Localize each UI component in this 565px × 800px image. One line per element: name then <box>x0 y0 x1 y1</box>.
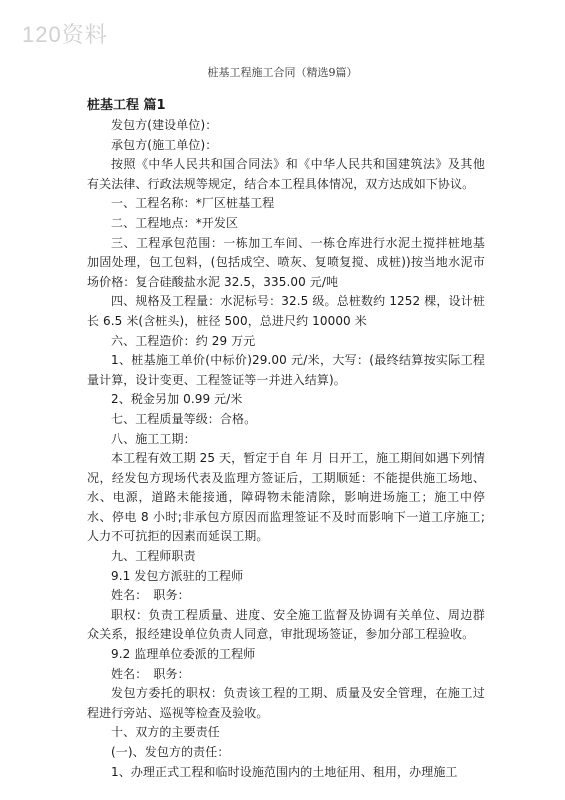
paragraph: 六、工程造价：约 29 万元 <box>111 333 256 348</box>
document-body <box>87 96 485 782</box>
paragraph: 按照《中华人民共和国合同法》和《中华人民共和国建筑法》及其他有关法律、行政法规等规定，结合本工程具体情况，双方达成如下协议。 <box>87 157 485 191</box>
paragraph: 1、桩基施工单价(中标价)29.00 元/米，大写：(最终结算按实际工程量计算，设计变更、工程签证等一并进入结算)。 <box>87 353 485 387</box>
paragraph-list <box>87 116 485 782</box>
paragraph: 一、工程名称：*厂区桩基工程 <box>111 196 275 211</box>
paragraph: 姓名： 职务： <box>111 588 190 603</box>
watermark: 120资料 <box>22 22 108 47</box>
paragraph: 2、税金另加 0.99 元/米 <box>111 392 243 407</box>
paragraph: 七、工程质量等级：合格。 <box>111 411 257 426</box>
paragraph: 9.1 发包方派驻的工程师 <box>111 568 244 583</box>
document-title: 桩基工程施工合同（精选9篇） <box>207 66 358 79</box>
paragraph: 发包方(建设单位)： <box>111 118 218 132</box>
paragraph: 发包方委托的职权：负责该工程的工期、质量及安全管理，在施工过程进行旁站、巡视等检查及验收。 <box>87 686 485 720</box>
paragraph: 1、办理正式工程和临时设施范围内的土地征用、租用，办理施工 <box>111 764 458 779</box>
paragraph: 四、规格及工程量：水泥标号：32.5 级。总桩数约 1252 棵，设计桩长 6.5 米(含桩头)，桩径 500，总进尺约 10000 米 <box>87 294 485 328</box>
paragraph: 姓名： 职务： <box>111 666 190 681</box>
paragraph: 9.2 监理单位委派的工程师 <box>111 647 256 662</box>
paragraph: 二、工程地点：*开发区 <box>111 215 239 230</box>
paragraph: 三、工程承包范围：一栋加工车间、一栋仓库进行水泥土搅拌桩地基加固处理，包工包料，(包括成空、喷灰、复喷复搅、成桩))按当地水泥市场价格：复合硅酸盐水泥 32.5，335.00 元/吨 <box>87 235 485 289</box>
paragraph: 本工程有效工期 25 天，暂定于自 年 月 日开工，施工期间如遇下列情况，经发包方现场代表及监理方签证后，工期顺延：不能提供施工场地、水、电源，道路未能接通，障碍物未能清除，影响进场施工；施工中停水、停电 8 小时;非承包方原因而监理签证不及时而影响下一道工序施工;人力不可抗拒的因素而延误工期。 <box>87 451 485 544</box>
paragraph: (一)、发包方的责任： <box>111 745 230 759</box>
paragraph: 职权：负责工程质量、进度、安全施工监督及协调有关单位、周边群众关系，报经建设单位负责人同意，审批现场签证，参加分部工程验收。 <box>87 607 485 642</box>
paragraph: 八、施工工期： <box>111 431 196 446</box>
paragraph: 承包方(施工单位)： <box>111 137 218 152</box>
paragraph: 十、双方的主要责任 <box>111 725 220 740</box>
paragraph: 九、工程师职责 <box>111 549 196 564</box>
section-heading: 桩基工程 篇1 <box>87 98 166 113</box>
